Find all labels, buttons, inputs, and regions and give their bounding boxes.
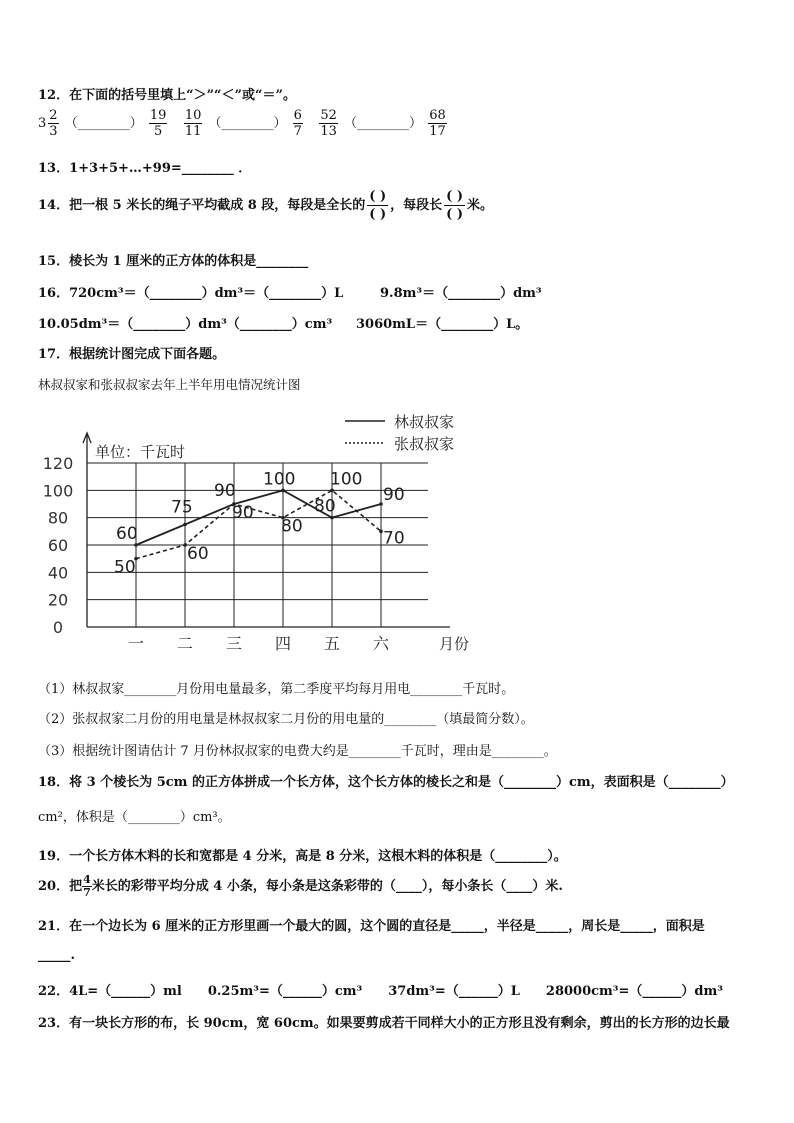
- q20-fraction: $\frac{4}{7}$: [83, 873, 91, 899]
- q14-fraction-blank-1[interactable]: ( ) ( ): [369, 189, 387, 222]
- q20-text: 20．把 $\frac{4}{7}$ 米长的彩带平均分成 4 小条，每小条是这条彩带的（____），每小条长（____）米.: [38, 873, 563, 899]
- y-tick-0: 0: [52, 618, 64, 637]
- q17-sub-1: （1）林叔叔家________月份用电量最多，第二季度平均每月用电________千瓦时。: [38, 682, 515, 697]
- y-tick-120: 120: [42, 454, 74, 473]
- q15-text: 15．棱长为 1 厘米的正方体的体积是________: [38, 254, 309, 269]
- x-axis-label: 月份: [438, 635, 470, 653]
- series-1-label-5: 70: [383, 528, 405, 549]
- series-1-label-3: 80: [281, 516, 303, 537]
- series-0-label-5: 90: [383, 485, 405, 505]
- q17-sub-2: （2）张叔叔家二月份的用电量是林叔叔家二月份的用电量的________（填最简分数）。: [38, 712, 534, 727]
- series-1-label-0: 50: [114, 557, 136, 578]
- series-0-label-2: 90: [214, 481, 236, 501]
- unit-label: 单位：千瓦时: [95, 443, 186, 461]
- fraction-52-13: $\frac{52}{13}$: [320, 108, 337, 139]
- x-tick-2: 三: [225, 634, 243, 653]
- series-0-label-3: 100: [263, 469, 296, 490]
- fraction-6-7: $\frac{6}{7}$: [293, 108, 302, 139]
- y-tick-40: 40: [47, 563, 69, 583]
- y-tick-20: 20: [47, 590, 69, 610]
- fraction-10-11: $\frac{10}{11}$: [184, 108, 202, 139]
- y-tick-80: 80: [47, 508, 69, 528]
- x-tick-3: 四: [274, 634, 292, 653]
- q12-blank-2[interactable]: （________）: [208, 116, 287, 131]
- x-tick-1: 二: [176, 634, 194, 653]
- x-tick-0: 一: [127, 634, 145, 653]
- x-tick-4: 五: [323, 634, 341, 653]
- fraction-19-5: $\frac{19}{5}$: [149, 108, 167, 139]
- legend-label-0: 林叔叔家: [394, 413, 455, 431]
- series-0-label-1: 75: [171, 497, 193, 518]
- x-tick-5: 六: [372, 634, 390, 653]
- series-1-label-2: 90: [232, 503, 254, 523]
- electricity-line-chart: [30, 405, 490, 665]
- q19-text: 19．一个长方体木料的长和宽都是 4 分米，高是 8 分米，这根木料的体积是（________）。: [38, 849, 567, 864]
- mixed-fraction: $\frac{2}{3}$: [49, 108, 58, 139]
- q16-line-2: 10.05dm³＝（________）dm³（________）cm³ 3060mL＝（________）L。: [38, 317, 529, 332]
- q14-text: 14．把一根 5 米长的绳子平均截成 8 段，每段是全长的 ( ) ( ) ，每段长 ( ) ( ) 米。: [38, 189, 493, 222]
- q22-text: 22．4L=（______）ml 0.25m³=（______）cm³ 37dm³=（______）L 28000cm³=（______）dm³: [38, 984, 723, 999]
- q13-text: 13．1+3+5+…+99=________ ．: [38, 161, 252, 176]
- legend-label-1: 张叔叔家: [394, 435, 455, 453]
- q18-line-2: cm²，体积是（________）cm³。: [38, 810, 231, 825]
- series-1-label-1: 60: [187, 544, 209, 564]
- q18-line-1: 18．将 3 个棱长为 5cm 的正方体拼成一个长方体，这个长方体的棱长之和是（________）cm，表面积是（________）: [38, 775, 734, 790]
- series-0-label-0: 60: [116, 524, 138, 544]
- q12-blank-1[interactable]: （________）: [64, 116, 143, 131]
- q12-prompt: 12．在下面的括号里填上“＞”“＜”或“＝”。: [38, 88, 296, 103]
- series-0-label-4: 80: [314, 496, 336, 517]
- q21-line-2: _____.: [38, 948, 76, 963]
- q16-line-1: 16．720cm³＝（________）dm³＝（________）L 9.8m³＝（________）dm³: [38, 286, 542, 301]
- q14-fraction-blank-2[interactable]: ( ) ( ): [446, 189, 463, 222]
- series-1-label-4: 100: [330, 469, 363, 490]
- q21-line-1: 21．在一个边长为 6 厘米的正方形里画一个最大的圆，这个圆的直径是_____，半径是_____，周长是_____，面积是: [38, 919, 705, 934]
- q12-comparisons: [38, 108, 449, 139]
- q23-text: 23．有一块长方形的布，长 90cm，宽 60cm。如果要剪成若干同样大小的正方形且没有剩余，剪出的长方形的边长最: [38, 1016, 730, 1031]
- chart-title: 林叔叔家和张叔叔家去年上半年用电情况统计图: [38, 377, 301, 392]
- y-tick-60: 60: [47, 536, 69, 555]
- mixed-whole: 3: [38, 116, 47, 131]
- series-0-point-1: [183, 523, 187, 527]
- fraction-68-17: $\frac{68}{17}$: [429, 108, 446, 139]
- y-tick-100: 100: [42, 481, 74, 501]
- q12-blank-3[interactable]: （________）: [344, 116, 423, 131]
- q17-sub-3: （3）根据统计图请估计 7 月份林叔叔家的电费大约是________千瓦时，理由是________。: [38, 744, 557, 759]
- q17-text: 17．根据统计图完成下面各题。: [38, 347, 226, 362]
